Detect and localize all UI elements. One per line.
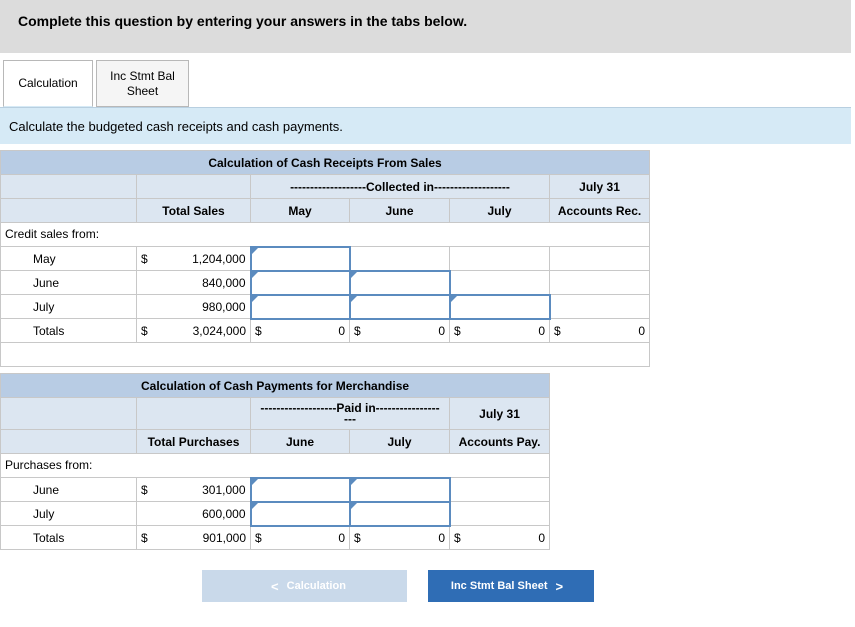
june-collections-from-june-input[interactable]: [350, 271, 450, 295]
empty-cell: [350, 247, 450, 271]
instruction-bar: [0, 107, 851, 144]
july-payments-from-july-input[interactable]: [350, 502, 450, 526]
cash-payments-table: [0, 373, 550, 550]
paid-in-line-2: ---: [344, 411, 356, 426]
paid-in-header: [251, 398, 450, 430]
empty-cell: [450, 271, 550, 295]
empty-cell: [550, 295, 650, 319]
row-label: July: [1, 502, 137, 526]
june-total: 0: [438, 323, 445, 338]
empty-cell: [450, 502, 550, 526]
chevron-right-icon: >: [555, 578, 564, 594]
total-purchases-sum: 901,000: [202, 530, 246, 545]
banner-text: Complete this question by entering your answers in the tabs below.: [18, 13, 468, 29]
receipts-ar-header-2: Accounts Rec.: [550, 199, 650, 223]
dollar-sign: $: [141, 530, 148, 545]
total-value: 840,000: [137, 271, 251, 295]
next-tab-label: Inc Stmt Bal Sheet: [450, 580, 548, 592]
pay-july-total: 0: [438, 530, 445, 545]
purchases-from-label: Purchases from:: [1, 454, 550, 478]
june-payments-from-july-input[interactable]: [251, 502, 350, 526]
empty-cell: [550, 247, 650, 271]
tab-inc-stmt-bal-sheet[interactable]: [96, 60, 189, 107]
row-label: June: [1, 271, 137, 295]
table-row: [1, 247, 650, 271]
payments-ap-header-2: Accounts Pay.: [450, 430, 550, 454]
july-header: July: [450, 199, 550, 223]
dollar-sign: $: [354, 530, 361, 545]
pay-july-header: July: [350, 430, 450, 454]
dollar-sign: $: [255, 323, 262, 338]
row-label: June: [1, 478, 137, 502]
ap-total: 0: [538, 530, 546, 545]
tab-calculation-label: Calculation: [18, 76, 78, 90]
row-label: July: [1, 295, 137, 319]
tab-inc-stmt-bal-sheet-label: Inc Stmt Bal Sheet: [110, 68, 175, 98]
ar-total: 0: [638, 323, 646, 338]
total-cell: [137, 247, 251, 271]
table-row: [1, 502, 550, 526]
table-row: [1, 271, 650, 295]
empty-cell: [450, 478, 550, 502]
may-header: May: [251, 199, 350, 223]
receipts-title: Calculation of Cash Receipts From Sales: [1, 151, 650, 175]
total-value: 600,000: [137, 502, 251, 526]
dollar-sign: $: [454, 323, 461, 338]
dollar-sign: $: [255, 530, 262, 545]
spacer-row: [1, 343, 650, 367]
july-total: 0: [538, 323, 545, 338]
june-header: June: [350, 199, 450, 223]
payments-title: Calculation of Cash Payments for Merchandise: [1, 374, 550, 398]
total-value: 301,000: [202, 482, 246, 497]
prev-tab-button[interactable]: [202, 570, 407, 602]
prev-tab-label: Calculation: [286, 580, 346, 592]
chevron-left-icon: <: [271, 578, 279, 594]
dollar-sign: $: [554, 323, 561, 338]
credit-sales-label: Credit sales from:: [1, 223, 650, 247]
pay-june-header: June: [251, 430, 350, 454]
june-payments-from-june-input[interactable]: [251, 478, 350, 502]
totals-row: [1, 526, 550, 550]
total-sales-header: Total Sales: [137, 199, 251, 223]
payments-ap-header-1: July 31: [450, 398, 550, 430]
totals-label: Totals: [1, 319, 137, 343]
dollar-sign: $: [454, 530, 461, 545]
instructions-banner: [0, 0, 851, 53]
total-value: 1,204,000: [192, 251, 246, 266]
pay-june-total: 0: [338, 530, 345, 545]
june-collections-from-july-input[interactable]: [350, 295, 450, 319]
next-tab-button[interactable]: [428, 570, 594, 602]
may-collections-from-june-input[interactable]: [251, 271, 350, 295]
total-sales-sum: 3,024,000: [192, 323, 246, 338]
dollar-sign: $: [141, 323, 148, 338]
receipts-ar-header-1: July 31: [550, 175, 650, 199]
empty-cell: [550, 271, 650, 295]
july-collections-from-july-input[interactable]: [450, 295, 550, 319]
dollar-sign: $: [141, 251, 148, 266]
totals-label: Totals: [1, 526, 137, 550]
instruction-text: Calculate the budgeted cash receipts and cash payments.: [9, 119, 343, 134]
tab-calculation[interactable]: [3, 60, 93, 107]
paid-in-line-1: -------------------Paid in----------------: [260, 400, 440, 415]
collected-in-header: -------------------Collected in-------------------: [251, 175, 550, 199]
table-row: [1, 478, 550, 502]
may-collections-from-may-input[interactable]: [251, 247, 350, 271]
july-payments-from-june-input[interactable]: [350, 478, 450, 502]
may-total: 0: [338, 323, 345, 338]
empty-cell: [450, 247, 550, 271]
table-row: [1, 295, 650, 319]
dollar-sign: $: [354, 323, 361, 338]
total-value: 980,000: [137, 295, 251, 319]
may-collections-from-july-input[interactable]: [251, 295, 350, 319]
row-label: May: [1, 247, 137, 271]
total-purchases-header: Total Purchases: [137, 430, 251, 454]
totals-row: [1, 319, 650, 343]
cash-receipts-table: [0, 150, 650, 367]
dollar-sign: $: [141, 482, 148, 497]
